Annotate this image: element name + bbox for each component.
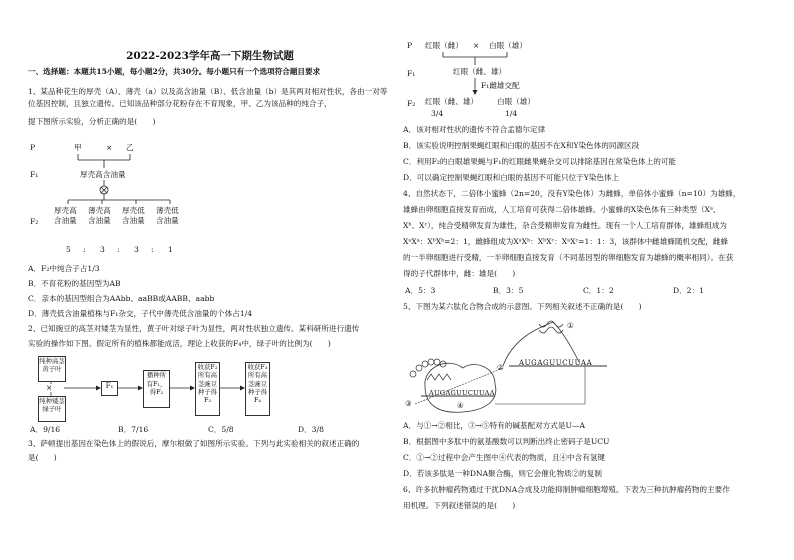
q3-red-female: 红眼（雌） (425, 41, 463, 50)
q3-stem-line1: 3、萨顿提出基因在染色体上的假说后，摩尔根做了如图所示实验。下列与此实验相关的叙述正确的 (28, 439, 360, 448)
q1-label-f1: F₁ (30, 170, 39, 179)
q4-line2: 雄蜂由卵细胞直接发育而成，人工培育可获得二倍体雄蜂。小蜜蜂的X染色体有三种类型（Xᵃ、 (403, 205, 721, 214)
q3-option-d: D．可以确定控制果蝇红眼和白眼的基因不可能只位于Y染色体上 (403, 173, 620, 182)
q1-cross-diagram (28, 140, 258, 262)
q3-option-b: B．该实验说明控制果蝇红眼和白眼的基因不在X和Y染色体的同源区段 (403, 141, 640, 150)
q4-option-a: A．5：3 (405, 286, 436, 295)
q3-label-f1: F₁ (407, 69, 416, 78)
q2-parent1-box: 纯种高茎黄子叶 (38, 356, 66, 382)
right-column (403, 0, 775, 560)
q4-line4: XᵃXᵃ：XᵇXᵇ=2：1，雌蜂组成为XᵃXᵇ：XᵇXᶜ：XᵃXᶜ=1：1：3，该群体中雌雄蜂随机交配，雌蜂 (403, 237, 729, 246)
q1-ratio-value: 5 (66, 245, 71, 254)
left-column (28, 0, 392, 560)
q1-parent-jia: 甲 (74, 143, 82, 152)
q1-f2-phenotype: 薄壳高含油量 (88, 206, 111, 226)
q1-label-p: P (30, 143, 36, 152)
q5-label-3: ③ (405, 399, 412, 408)
q2-step4-box: 收获F₃所有高茎豌豆种子得F₄ (245, 362, 270, 416)
q5-translation-figure (403, 318, 775, 418)
q4-line6: 得的子代群体中，雌：雄是( ) (403, 269, 516, 278)
q6-line1: 6、许多抗肿瘤药物通过干扰DNA合成及功能抑制肿瘤细胞增殖。下表为三种抗肿瘤药物的主要作 (403, 485, 730, 494)
q5-option-d: D．若该多肽是一种DNA聚合酶，则它会催化物质②的复制 (403, 469, 602, 478)
q2-option-c: C．5/8 (208, 425, 234, 434)
q3-f1-phenotype: 红眼（雌、雄） (453, 67, 507, 76)
q5-stem: 5、下图为某六肽化合物合成的示意图。下列相关叙述不正确的是( ) (403, 302, 642, 311)
q4-option-b: B．3：5 (493, 286, 524, 295)
q5-option-a: A．与①→②相比，③→⑤特有的碱基配对方式是U—A (403, 421, 585, 430)
q2-cross-sign: × (46, 383, 53, 392)
q4-line1: 4、自然状态下，二倍体小蜜蜂（2n=20，没有Y染色体）为雌蜂，单倍体小蜜蜂（n=10）为雄蜂， (403, 189, 741, 198)
q1-ratio-colon: : (117, 245, 120, 254)
q1-f2-phenotype: 厚壳低含油量 (122, 206, 145, 226)
q3-cross-diagram (403, 40, 623, 120)
q3-f2-red: 红眼（雌、雄） (425, 97, 479, 106)
q1-f1-phenotype: 厚壳高含油量 (80, 170, 126, 179)
q4-option-d: D．2：1 (673, 286, 704, 295)
q1-stem-line1: 1、某品种花生的厚壳（A）、薄壳（a）以及高含油量（B）、低含油量（b）是其两对相对性状，各由一对等位基因控制，且独立遗传。已知该品种部分花粉存在不育现象，甲、乙为该品种的纯合子， (28, 87, 388, 108)
q3-option-a: A．该对相对性状的遗传不符合孟德尔定律 (403, 125, 546, 134)
q3-white-male: 白眼（雄） (489, 41, 527, 50)
q2-stem-line2: 实验的操作如下图。假定所有的植株都能成活，理论上收获的F₄中，绿子叶的比例为( ) (28, 339, 331, 348)
q5-label-1: ① (567, 321, 574, 330)
q2-option-b: B．7/16 (118, 425, 149, 434)
q3-f2-red-fraction: 3/4 (431, 109, 444, 118)
q4-option-c: C．1：2 (583, 286, 614, 295)
q5-mrna-sequence: AUGAGUUCUUAA (519, 359, 593, 367)
q1-option-c: C．亲本的基因型组合为AAbb、aaBB或AABB、aabb (28, 294, 215, 303)
q5-option-c: C．①→②过程中会产生图中④代表的物质，且④中含有氢键 (403, 453, 606, 462)
q3-cross-sign: × (473, 41, 480, 50)
q1-ratio-colon: : (83, 245, 86, 254)
q3-f2-white-fraction: 1/4 (505, 109, 518, 118)
q2-stem-line1: 2、已知豌豆的高茎对矮茎为显性，黄子叶对绿子叶为显性，两对性状独立遗传。某科研所进行遗传 (28, 324, 360, 333)
q3-label-p: P (407, 41, 413, 50)
q5-option-b: B．根据图中多肽中的氨基酸数可以判断出终止密码子是UCU (403, 437, 610, 446)
q4-line5: 的一半卵细胞进行受精，一半卵细胞直接发育（不同基因型的卵细胞发育为雄蜂的概率相同）。在获 (403, 253, 734, 262)
q3-f1-mating: F₁雌雄交配 (481, 81, 520, 90)
q1-stem-line2: 提下图所示实验，分析正确的是( ) (28, 117, 156, 126)
section-heading: 一、选择题：本题共15小题，每小题2分，共30分。每小题只有一个选项符合题目要求 (28, 67, 321, 76)
q2-f1-box: F₁ (101, 381, 118, 396)
q3-stem-line2: 是( ) (28, 453, 57, 462)
q1-ratio-colon: : (151, 245, 154, 254)
q6-line2: 用机理。下列叙述错误的是( ) (403, 501, 516, 510)
q2-option-a: A．9/16 (30, 425, 61, 434)
q1-cross-sign: × (106, 143, 113, 152)
q4-line3: Xᵇ、Xᶜ），纯合受精卵发育为雄性，杂合受精卵发育为雌性。现有一个人工培育群体，雄蜂组成为 (403, 221, 728, 230)
q5-label-4: ④ (457, 401, 464, 410)
q1-ratio-value: 3 (100, 245, 105, 254)
q3-label-f2: F₂ (407, 99, 416, 108)
q1-f2-phenotype: 薄壳低含油量 (156, 206, 179, 226)
q1-parent-yi: 乙 (126, 143, 134, 152)
q1-option-d: D．薄壳低含油量植株与F₁杂交，子代中薄壳低含油量的个体占1/4 (28, 309, 253, 318)
q1-option-a: A．F₂中纯合子占1/3 (28, 264, 100, 273)
q1-label-f2: F₂ (30, 217, 39, 226)
page-title: 2022-2023学年高一下期生物试题 (126, 50, 294, 62)
q2-step3-box: 收获F₂所有高茎豌豆种子得F₃ (195, 362, 220, 416)
q1-option-b: B．不育花粉的基因型为AB (28, 279, 121, 288)
q3-option-c: C．利用F₂的白眼雄果蝇与F₁的红眼雌果蝇杂交可以排除基因在常染色体上的可能 (403, 157, 677, 166)
q2-option-d: D．3/8 (298, 425, 324, 434)
q2-parent2-box: 纯种矮茎绿子叶 (38, 396, 66, 422)
q1-f2-phenotype: 厚壳高含油量 (54, 206, 77, 226)
q2-step2-box: 播种所有F₁，得F₂ (143, 370, 170, 408)
q1-diagram-lines (28, 140, 258, 262)
q1-ratio-value: 1 (168, 245, 173, 254)
q5-ribosome-sequence: AUGAGUUCUUAA (429, 389, 495, 397)
q1-ratio-value: 3 (134, 245, 139, 254)
q3-f2-white: 白眼（雄） (497, 97, 535, 106)
q5-label-2: ② (497, 363, 504, 372)
q2-flow-diagram (38, 356, 378, 420)
